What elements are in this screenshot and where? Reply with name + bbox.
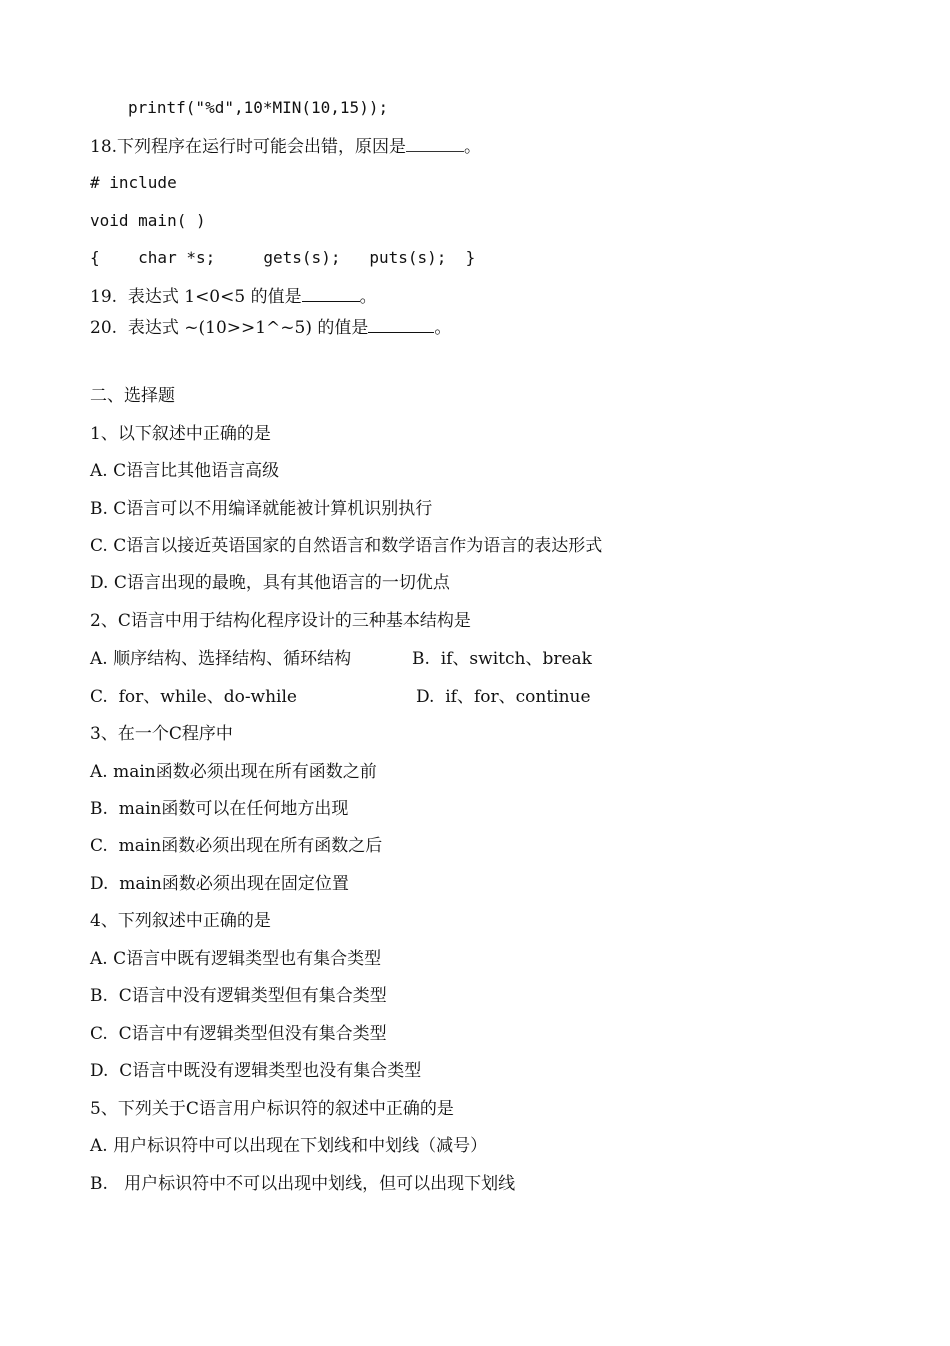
q19-end: 。 — [359, 287, 377, 307]
q18-end: 。 — [464, 137, 482, 157]
option-b: B. C语言中没有逻辑类型但有集合类型 — [90, 986, 387, 1006]
question-stem: 2、C语言中用于结构化程序设计的三种基本结构是 — [90, 611, 471, 631]
option-b: B. main函数可以在任何地方出现 — [90, 799, 349, 819]
option-c: C. for、while、do-while — [90, 687, 297, 707]
option-b: B. C语言可以不用编译就能被计算机识别执行 — [90, 499, 433, 519]
code-line-body: { char *s; gets(s); puts(s); } — [90, 248, 476, 267]
option-d: D. C语言中既没有逻辑类型也没有集合类型 — [90, 1061, 422, 1081]
option-d: D. if、for、continue — [416, 687, 591, 707]
option-b: B. if、switch、break — [412, 649, 592, 669]
q19-question — [90, 285, 377, 308]
option-a: A. C语言中既有逻辑类型也有集合类型 — [90, 949, 382, 969]
option-d: D. main函数必须出现在固定位置 — [90, 874, 349, 894]
question-stem: 4、下列叙述中正确的是 — [90, 911, 271, 931]
option-a: A. 用户标识符中可以出现在下划线和中划线（减号） — [90, 1136, 488, 1156]
question-stem: 1、以下叙述中正确的是 — [90, 424, 271, 444]
question-stem: 3、在一个C程序中 — [90, 724, 233, 744]
q20-question — [90, 316, 451, 339]
question-stem: 5、下列关于C语言用户标识符的叙述中正确的是 — [90, 1099, 454, 1119]
section-title: 二、选择题 — [90, 386, 175, 406]
option-a: A. C语言比其他语言高级 — [90, 461, 280, 481]
option-d: D. C语言出现的最晚，具有其他语言的一切优点 — [90, 573, 450, 593]
option-c: C. C语言中有逻辑类型但没有集合类型 — [90, 1024, 387, 1044]
option-a: A. 顺序结构、选择结构、循环结构 — [90, 649, 352, 669]
q18-text: 18.下列程序在运行时可能会出错，原因是 — [90, 137, 407, 157]
q17-code-line: printf("%d",10*MIN(10,15)); — [128, 98, 389, 117]
option-c: C. main函数必须出现在所有函数之后 — [90, 836, 383, 856]
q20-answer-blank — [368, 316, 434, 333]
option-a: A. main函数必须出现在所有函数之前 — [90, 762, 377, 782]
code-line-include: # include — [90, 173, 177, 192]
q18-question — [90, 135, 481, 158]
q20-end: 。 — [434, 318, 452, 338]
q18-answer-blank — [406, 135, 464, 152]
option-c: C. C语言以接近英语国家的自然语言和数学语言作为语言的表达形式 — [90, 536, 603, 556]
option-b: B. 用户标识符中不可以出现中划线，但可以出现下划线 — [90, 1174, 516, 1194]
code-line-main: void main( ) — [90, 211, 206, 230]
q20-text: 20. 表达式 ~(10>>1^~5) 的值是 — [90, 318, 369, 338]
q19-text: 19. 表达式 1<0<5 的值是 — [90, 287, 302, 307]
q19-answer-blank — [302, 285, 360, 302]
